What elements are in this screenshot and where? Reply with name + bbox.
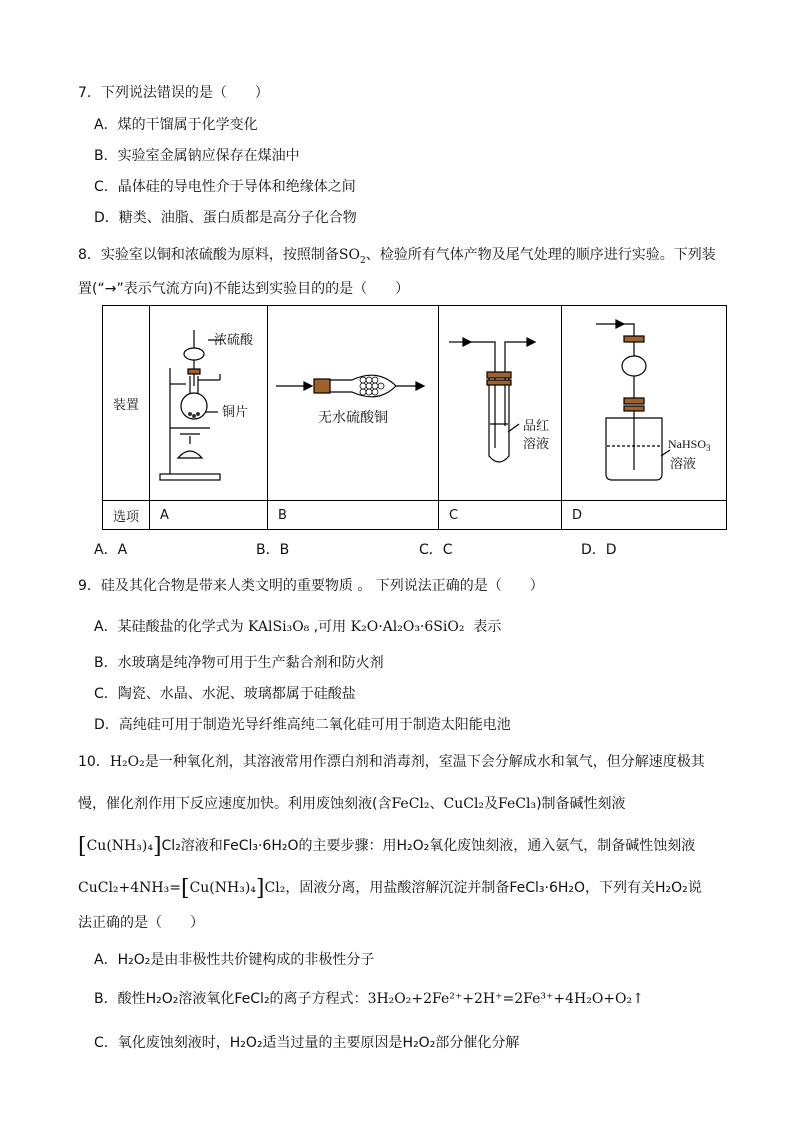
choice-d: D [562, 501, 727, 530]
q8-answer-c: C．C [419, 542, 453, 558]
q9-option-a: A．某硅酸盐的化学式为 KAlSi₃O₈ ,可用 K₂O·Al₂O₃·6SiO₂ 表示 [94, 619, 502, 635]
ionic-equation: 3H₂O₂+2Fe²⁺+2H⁺=2Fe³⁺+4H₂O+O₂↑ [367, 991, 644, 1007]
formula-oxide-form: K₂O·Al₂O₃·6SiO₂ [350, 619, 465, 635]
row-label-device: 装置 [103, 306, 150, 501]
q9-option-d: D．高纯硅可用于制造光导纤维高纯二氧化硅可用于制造太阳能电池 [94, 717, 511, 733]
q7-option-a: A．煤的干馏属于化学变化 [94, 117, 258, 133]
label-anhydrous-cuso4: 无水硫酸铜 [318, 409, 388, 425]
gas-washing-bottle-icon [562, 306, 726, 500]
so2-formula: $SO_2$ [338, 247, 366, 266]
label-conc-h2so4: 浓硫酸 [214, 332, 254, 347]
label-magenta: 品红 [523, 418, 550, 433]
label-solution-c: 溶液 [523, 436, 550, 451]
choice-b: B [268, 501, 439, 530]
formula-kalsi3o8: KAlSi₃O₈ [248, 619, 310, 635]
label-copper: 铜片 [222, 404, 249, 419]
q10-line1: 10．H₂O₂是一种氧化剂，其溶液常用作漂白剂和消毒剂，室温下会分解成水和氧气，但分解速度极其 [78, 754, 705, 770]
q8-stem-b: 、检验所有气体产物及尾气处理的顺序进行实验。下列装 [365, 247, 716, 263]
generator-flask-icon [150, 306, 267, 500]
choice-a: A [150, 501, 268, 530]
row-label-choice: 选项 [103, 501, 150, 530]
q8-answer-b: B．B [256, 542, 290, 558]
q10-line5: 法正确的是（ ） [78, 915, 204, 931]
q9-stem: 9．硅及其化合物是带来人类文明的重要物质 。 下列说法正确的是（ ） [78, 578, 544, 594]
label-solution-d: 溶液 [670, 456, 697, 471]
q8-answer-d: D．D [581, 542, 617, 558]
apparatus-c [439, 306, 562, 501]
equation-complex: CuCl₂+4NH₃=[Cu(NH₃)₄]Cl₂ [78, 876, 286, 901]
apparatus-d [562, 306, 727, 501]
apparatus-table [102, 305, 727, 530]
q10-option-a: A．H₂O₂是由非极性共价键构成的非极性分子 [94, 952, 375, 968]
q7-option-d: D．糖类、油脂、蛋白质都是高分子化合物 [94, 210, 357, 226]
q8-stem-line1 [78, 244, 716, 264]
choice-c: C [439, 501, 562, 530]
q10-line3: [Cu(NH₃)₄]Cl₂溶液和FeCl₃·6H₂O的主要步骤：用H₂O₂氧化废蚀刻液，通入氨气，制备碱性蚀刻液 [78, 834, 696, 859]
drying-tube-icon [268, 306, 438, 500]
q8-answer-a: A．A [94, 542, 128, 558]
q10-option-c: C．氧化废蚀刻液时，H₂O₂适当过量的主要原因是H₂O₂部分催化分解 [94, 1035, 520, 1051]
apparatus-a [150, 306, 268, 501]
q8-stem-a: 8．实验室以铜和浓硫酸为原料，按照制备 [78, 247, 339, 263]
q7-stem: 7．下列说法错误的是（ ） [78, 85, 269, 101]
q9-option-c: C．陶瓷、水晶、水泥、玻璃都属于硅酸盐 [94, 686, 356, 702]
label-nahso3: NaHSO$_3$ [668, 437, 711, 453]
q10-line2: 慢，催化剂作用下反应速度加快。利用废蚀刻液(含FeCl₂、CuCl₂及FeCl₃)制备碱性刻液 [78, 796, 626, 812]
test-tube-icon [439, 306, 561, 500]
q7-option-c: C．晶体硅的导电性介于导体和绝缘体之间 [94, 179, 356, 195]
q8-stem-line2: 置(“→”表示气流方向)不能达到实验目的的是（ ） [78, 281, 410, 297]
q7-option-b: B．实验室金属钠应保存在煤油中 [94, 148, 300, 164]
apparatus-b [268, 306, 439, 501]
q9-option-b: B．水玻璃是纯净物可用于生产黏合剂和防火剂 [94, 655, 384, 671]
q10-line4: CuCl₂+4NH₃=[Cu(NH₃)₄]Cl₂，固液分离，用盐酸溶解沉淀并制备FeCl₃·6H₂O，下列有关H₂O₂说 [78, 876, 702, 901]
q10-option-b: B．酸性H₂O₂溶液氧化FeCl₂的离子方程式：3H₂O₂+2Fe²⁺+2H⁺=2Fe³⁺+4H₂O+O₂↑ [94, 991, 644, 1007]
complex-ion-1: [Cu(NH₃)₄] [78, 834, 162, 859]
